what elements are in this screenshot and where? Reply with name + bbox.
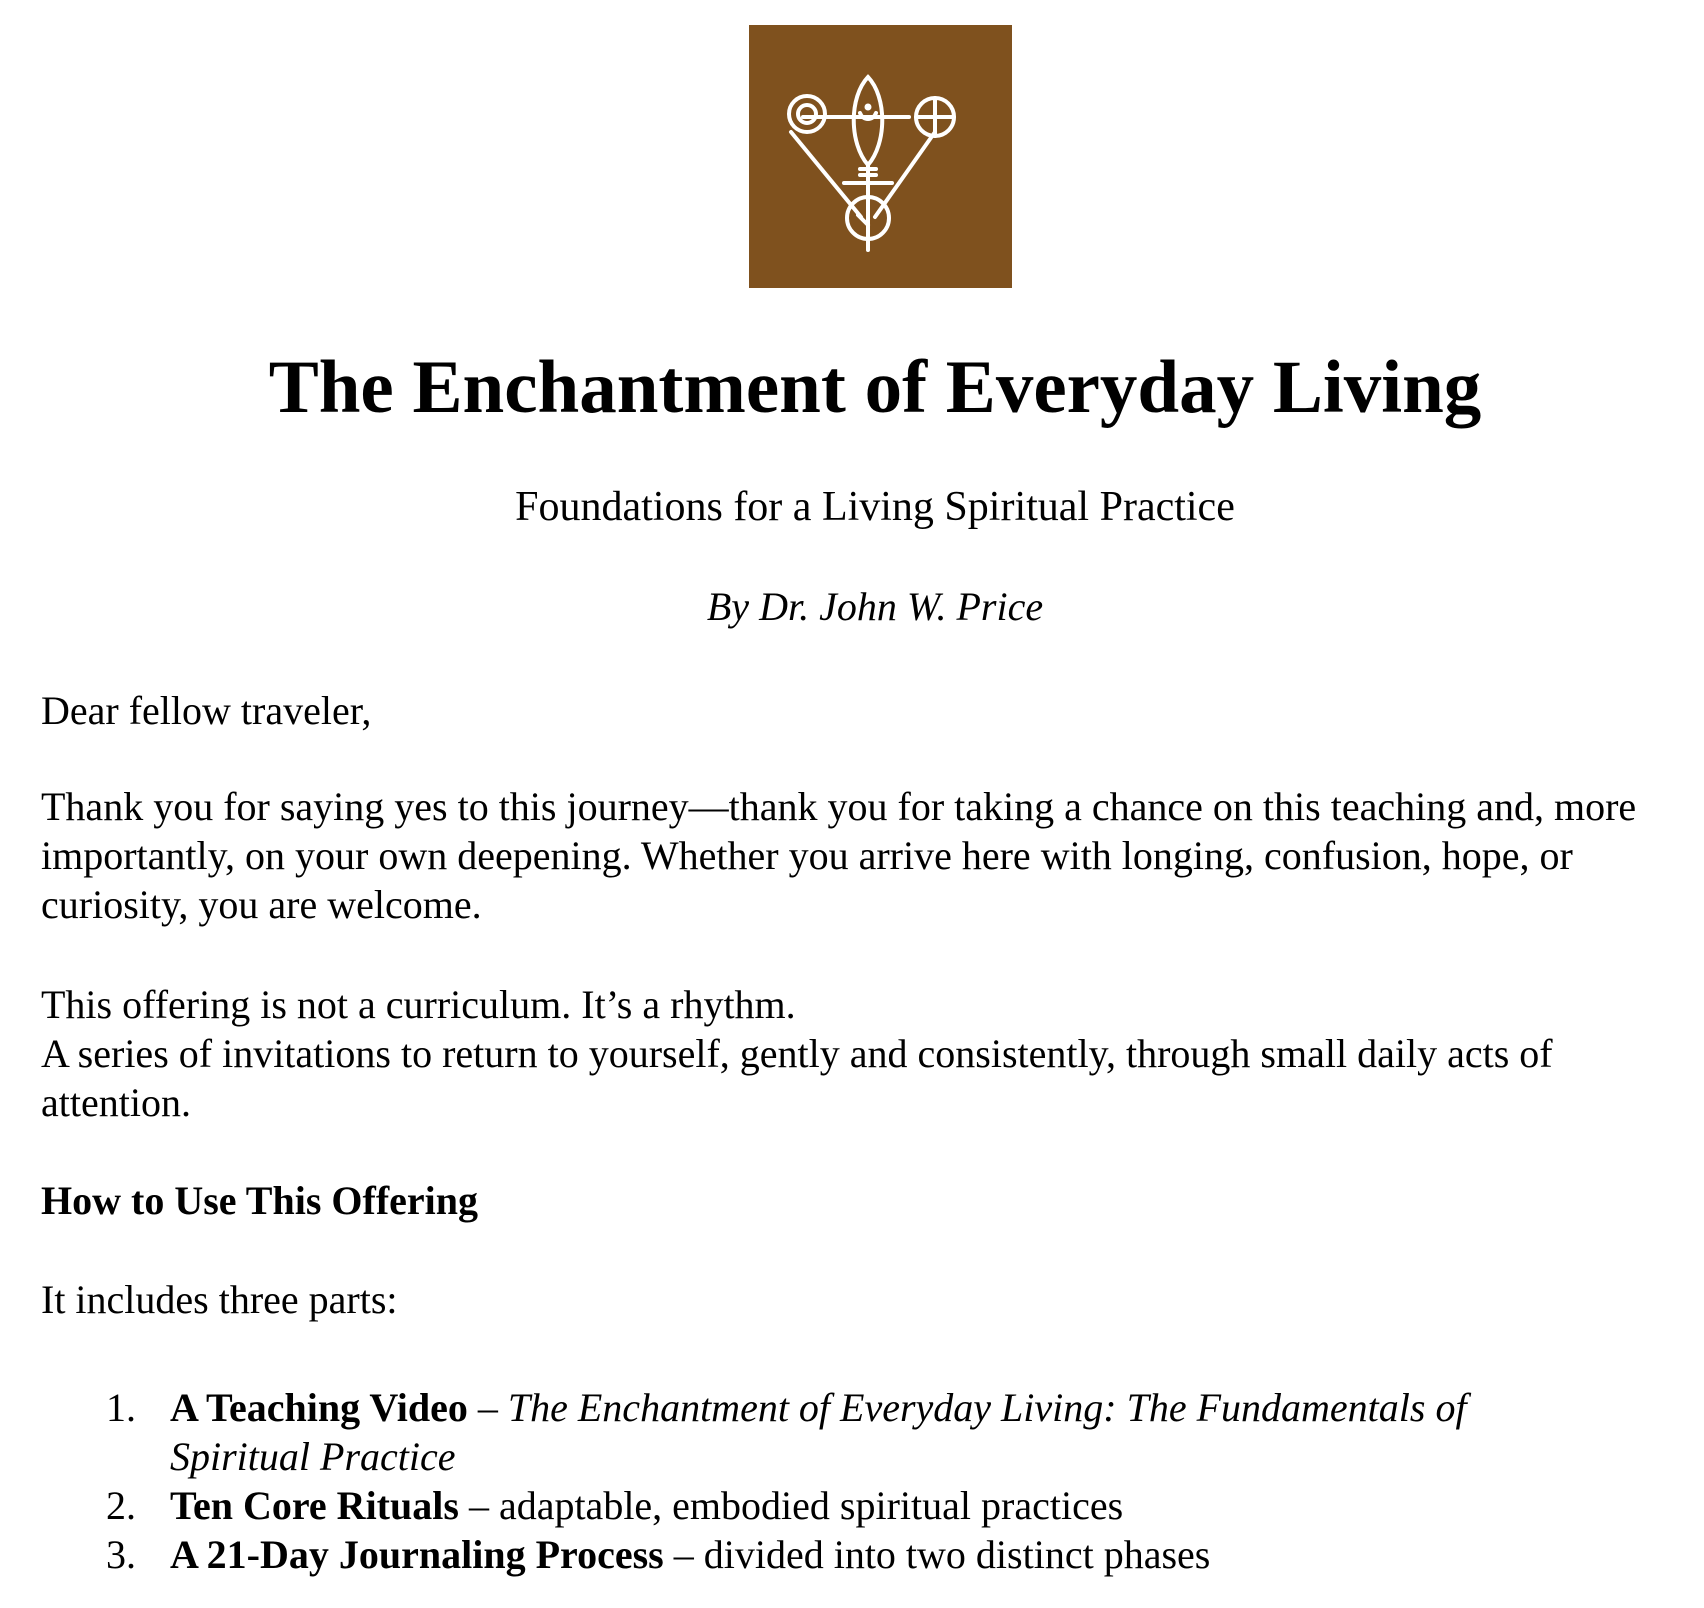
- list-item-number: 3.: [106, 1532, 136, 1577]
- list-item-separator: –: [663, 1532, 704, 1577]
- sacred-geometry-emblem-icon: [749, 25, 1012, 288]
- list-item-description: divided into two distinct phases: [703, 1532, 1211, 1577]
- section-heading: How to Use This Offering: [41, 1178, 479, 1223]
- greeting: Dear fellow traveler,: [41, 688, 372, 733]
- list-item-separator: –: [458, 1483, 499, 1528]
- list-item: [0, 1481, 1704, 1530]
- list-item-separator: –: [467, 1385, 508, 1430]
- offering-line-2: A series of invitations to return to yourself, gently and consistently, through small daily acts of attention.: [41, 1031, 1553, 1125]
- list-item: [0, 1383, 1704, 1481]
- logo: [749, 25, 1012, 288]
- list-item-description: adaptable, embodied spiritual practices: [498, 1483, 1124, 1528]
- parts-list: [0, 1383, 1704, 1579]
- list-item: [0, 1530, 1704, 1579]
- list-item-number: 2.: [106, 1483, 136, 1528]
- offering-line-1: This offering is not a curriculum. It’s a rhythm.: [41, 982, 796, 1027]
- list-item-title: A Teaching Video: [170, 1385, 468, 1430]
- list-item-title: Ten Core Rituals: [170, 1483, 459, 1528]
- list-item-number: 1.: [106, 1385, 136, 1430]
- document-title: The Enchantment of Everyday Living: [268, 346, 1482, 429]
- logo-background: [749, 25, 1012, 288]
- paragraph-thanks: Thank you for saying yes to this journey—thank you for taking a chance on this teaching and, more importantly, on your own deepening. Whether you arrive here with longing, confusion, hope, or curiosity, you are welcome.: [41, 784, 1637, 927]
- list-item-description: The Enchantment of Everyday Living: The Fundamentals of Spiritual Practice: [170, 1385, 1467, 1479]
- document-subtitle: Foundations for a Living Spiritual Practice: [515, 484, 1235, 530]
- list-item-title: A 21-Day Journaling Process: [170, 1532, 664, 1577]
- author-byline: By Dr. John W. Price: [706, 584, 1044, 629]
- includes-intro: It includes three parts:: [41, 1277, 398, 1322]
- paragraph-offering: [41, 980, 1681, 1127]
